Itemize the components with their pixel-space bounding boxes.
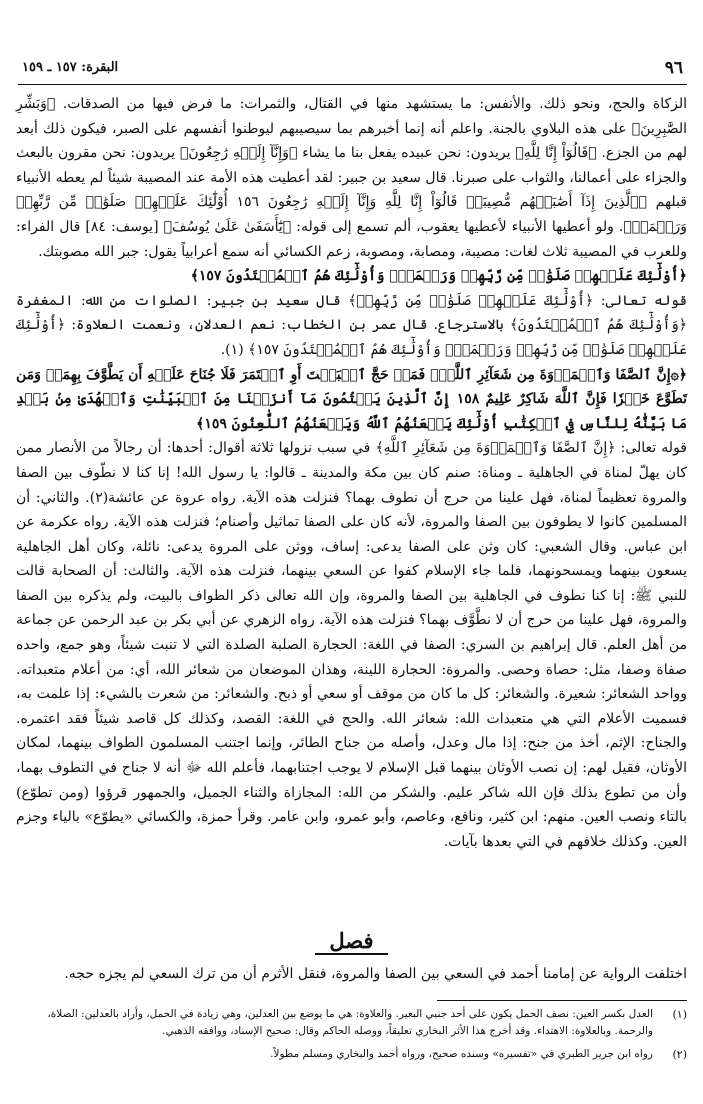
sura-reference: البقرة: ١٥٧ ـ ١٥٩ [22, 60, 119, 75]
footnote-number: (٢) [672, 1048, 687, 1061]
footnote-1 [16, 1006, 687, 1040]
section-heading-text: فصل [315, 928, 387, 955]
footnotes [16, 1006, 687, 1069]
paragraph-intro: الزكاة والحج، ونحو ذلك. والأنفس: ما يستشهد منها في القتال، والثمرات: ما فرض فيها من الصدقات. ﴿وَبَشِّرِ الصَّٰبِرِينَ﴾ على هذه البلاوي بالجنة. واعلم أنه إنما أخبرهم بما سيصيبهم ليوطنوا أنفسهم على الصبر، فيكون ذلك أبعد لهم من الجزع. ﴿قَالُوٓاْ إِنَّا لِلَّهِ﴾ يريدون: نحن عبيده يفعل بنا ما يشاء ﴿وَإِنَّآ إِلَيۡهِ رَٰجِعُونَ﴾ يريدون: نحن مقرون بالبعث والجزاء على أعمالنا، والثواب على صبرنا. قال سعيد بن جبير: لقد أعطيت هذه الأمة عند المصيبة شيئاً لم يعطه الأنبياء قبلهم ﴿ٱلَّذِينَ إِذَآ أَصَٰبَتۡهُم مُّصِيبَةٞ قَالُوٓاْ إِنَّا لِلَّهِ وَإِنَّآ إِلَيۡهِ رَٰجِعُونَ ١٥٦ أُوْلَٰٓئِكَ عَلَيۡهِمۡ صَلَوَٰتٞ مِّن رَّبِّهِمۡ وَرَحۡمَةٞ﴾. ولو أعطيها الأنبياء لأعطيها يعقوب، ألم تسمع إلى قوله: ﴿يَٰٓأَسَفَىٰ عَلَىٰ يُوسُفَ﴾ [يوسف: ٨٤] قال الفراء: وللعرب في المصيبة ثلاث لغات: مصيبة، ومصابة، ومصوبة، زعم الكسائي أنه سمع أعرابياً يقول: جبر الله مصوبتك. [16, 96, 687, 260]
verse-158-159: ﴿۞إِنَّ ٱلصَّفَا وَٱلۡمَرۡوَةَ مِن شَعَآئِرِ ٱللَّهِۖ فَمَنۡ حَجَّ ٱلۡبَيۡتَ أَوِ ٱعۡتَمَرَ فَلَا جُنَاحَ عَلَيۡهِ أَن يَطَّوَّفَ بِهِمَاۚ وَمَن تَطَوَّعَ خَيۡرٗا فَإِنَّ ٱللَّهَ شَاكِرٌ عَلِيمٌ ١٥٨ إِنَّ ٱلَّذِينَ يَكۡتُمُونَ مَآ أَنزَلۡنَا مِنَ ٱلۡبَيِّنَٰتِ وَٱلۡهُدَىٰ مِنۢ بَعۡدِ مَا بَيَّنَّٰهُ لِلنَّاسِ فِي ٱلۡكِتَٰبِ أُوْلَٰٓئِكَ يَلۡعَنُهُمُ ٱللَّهُ وَيَلۡعَنُهُمُ ٱللَّٰعِنُونَ ١٥٩﴾ [16, 366, 687, 432]
footnote-divider [437, 1000, 687, 1001]
page-header [18, 60, 687, 85]
footnote-number: (١) [672, 1008, 687, 1021]
verse-157: ﴿أُوْلَٰٓئِكَ عَلَيۡهِمۡ صَلَوَٰتٞ مِّن رَّبِّهِمۡ وَرَحۡمَةٞۖ وَأُوْلَٰٓئِكَ هُمُ ٱلۡمُهۡتَدُونَ ١٥٧﴾ [190, 268, 687, 285]
paragraph-tafsir-158: قوله تعالى: ﴿إِنَّ ٱلصَّفَا وَٱلۡمَرۡوَةَ مِن شَعَآئِرِ ٱللَّهِ﴾ في سبب نزولها ثلاثة أقوال: أحدها: أن رجالاً من الأنصار ممن كان يهلّ لمناة في الجاهلية ـ ومناة: صنم كان بين مكة والمدينة ـ قالوا: يا رسول الله! إنا كنا لا نطّوف بين الصفا والمروة تعظيماً لمناة، فهل علينا من حرج أن نطوف بهما؟ فنزلت هذه الآية. رواه عروة عن عائشة(٢). والثاني: أن المسلمين كانوا لا يطوفون بين الصفا والمروة، لأنه كان على الصفا تماثيل وأصنام؛ فنزلت هذه الآية. رواه عكرمة عن ابن عباس. وقال الشعبي: كان وثن على الصفا يدعى: إساف، ووثن على المروة يدعى: نائلة، وكان أهل الجاهلية يسعون بينهما ويمسحونهما، فلما جاء الإسلام كفوا عن السعي بينهما، فنزلت هذه الآية. والثالث: أن الصحابة قالت للنبي ﷺ: إنا كنا نطوف في الجاهلية بين الصفا والمروة، وإن الله تعالى ذكر الطواف بالبيت، ولم يذكره بين الصفا والمروة، فهل علينا من حرج أن لا نطَّوَّف بهما؟ فنزلت هذه الآية. رواه الزهري عن أبي بكر بن عبد الرحمن عن جماعة من أهل العلم. قال إبراهيم بن السري: الصفا في اللغة: الحجارة الصلبة الصلدة التي لا تنبت شيئاً، وهو جمع، واحده صفاة وصفا، مثل: حصاة وحصى. والمروة: الحجارة اللينة، وهذان الموضعان من شعائر الله، أي: من أعلام متعبداته. وواحد الشعائر: شعيرة. والشعائر: كل ما كان من موقف أو سعي أو ذبح. والشعائر: من شعرت بالشيء: إذا علمت به، فسميت الأعلام التي هي متعبدات الله: شعائر الله. والحج في اللغة: القصد، وكذلك كل قاصد شيئاً فقد اعتمره. والجناح: الإثم، أخذ من جنح: إذا مال وعدل، وأصله من جناح الطائر، وإنما اجتنب المسلمون الطواف بينهما، لمكان الأوثان، فقيل لهم: إن نصب الأوثان بينهما قبل الإسلام لا يوجب اجتنابهما، فأعلم الله ﷻ أنه لا جناح في التطوف بهما، وأن من تطوع بذلك فإن الله شاكر عليم. والشكر من الله: المجازاة والثناء الجميل، والجمهور قرؤوا (ومن تطوّع) بالتاء ونصب العين. منهم: ابن كثير، ونافع، وعاصم، وأبو عمرو، وابن عامر. وقرأ حمزة، والكسائي «يطوّع» بالياء وجزم العين. وكذلك خلافهم في التي بعدها بآيات. [16, 440, 688, 850]
section-heading [0, 928, 703, 955]
footnote-2 [16, 1046, 687, 1063]
main-text [16, 92, 687, 854]
page-number: ٩٦ [664, 58, 683, 78]
footnote-text: العدل بكسر العين: نصف الحمل يكون على أحد جنبي البعير. والعلاوة: هي ما يوضع بين العدلين، وهي زيادة في الحمل، وأراد بالعدلين: الصلاة، والرحمة. وبالعلاوة: الاهتداء. وقد أخرج هذا الأثر البخاري تعليقاً، ووصله الحاكم وقال: صحيح الإسناد، ووافقه الذهبي. [47, 1008, 653, 1037]
paragraph-tafsir-157: قوله تعالى: ﴿أُوْلَٰٓئِكَ عَلَيۡهِمۡ صَلَوَٰتٞ مِّن رَّبِّهِمۡ﴾ قال سعيد بن جبير: الصلوات من الله: المغفرة ﴿وَأُوْلَٰٓئِكَ هُمُ ٱلۡمُهۡتَدُونَ﴾ بالاسترجاع. قال عمر بن الخطاب: نعم العدلان، ونعمت العلاوة: ﴿أُوْلَٰٓئِكَ عَلَيۡهِمۡ صَلَوَٰتٞ مِّن رَّبِّهِمۡ وَرَحۡمَةٞۖ وَأُوْلَٰٓئِكَ هُمُ ٱلۡمُهۡتَدُونَ ١٥٧﴾ (١). [16, 292, 687, 358]
section-paragraph: اختلفت الرواية عن إمامنا أحمد في السعي بين الصفا والمروة، فنقل الأثرم أن من ترك السعي لم يجزه حجه. [64, 966, 687, 982]
footnote-text: رواه ابن جرير الطبري في «تفسيره» وسنده صحيح، ورواه أحمد والبخاري ومسلم مطولاً. [270, 1048, 653, 1060]
